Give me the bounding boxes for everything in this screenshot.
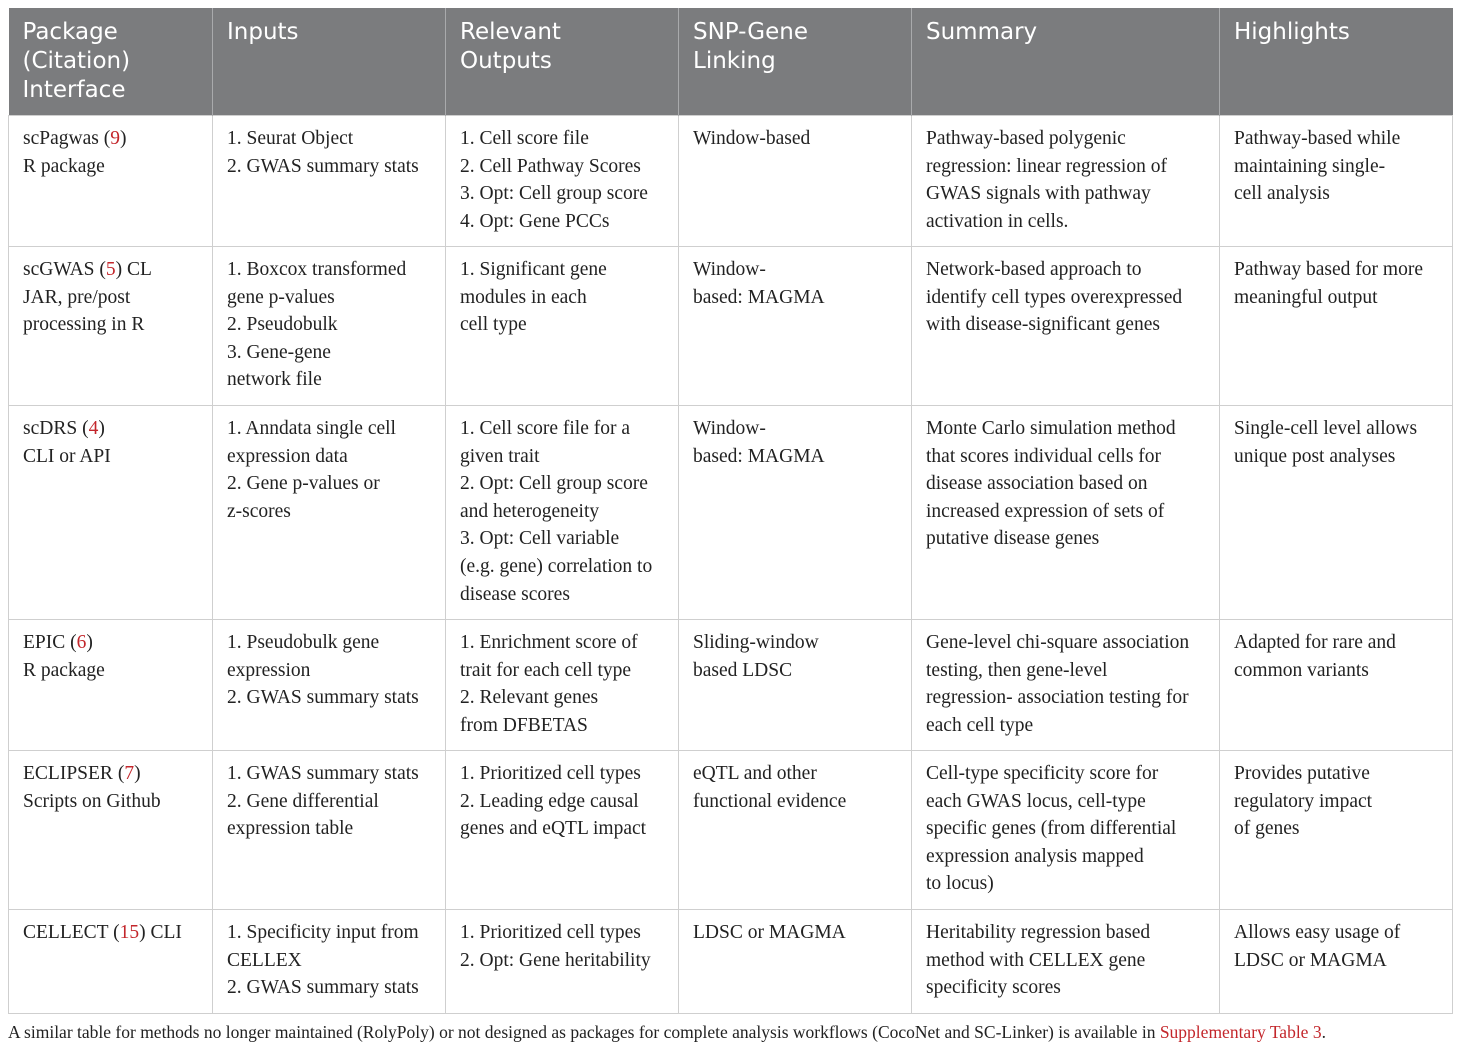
summary-cell: Monte Carlo simulation method that scores individual cells for disease association based on increased expression of sets of putative disease genes <box>912 406 1220 620</box>
citation-link[interactable]: 7 <box>124 763 135 784</box>
outputs-cell: 1. Cell score file 2. Cell Pathway Scores 3. Opt: Cell group score 4. Opt: Gene PCCs <box>446 116 679 247</box>
table-footnote: A similar table for methods no longer maintained (RolyPoly) or not designed as packages for complete analysis workflows (CocoNet and SC-Linker) is available in Supplementary Table 3. <box>8 1022 1326 1042</box>
package-cell: scGWAS (5) CL JAR, pre/post processing in R <box>9 247 213 406</box>
linking-cell: Window- based: MAGMA <box>679 406 912 620</box>
citation-link[interactable]: 4 <box>88 418 99 439</box>
outputs-cell: 1. Enrichment score of trait for each cell type 2. Relevant genes from DFBETAS <box>446 620 679 751</box>
summary-cell: Heritability regression based method with CELLEX gene specificity scores <box>912 910 1220 1014</box>
highlights-cell: Single-cell level allows unique post analyses <box>1220 406 1453 620</box>
citation-link[interactable]: 15 <box>119 922 140 943</box>
header-summary: Summary <box>912 8 1220 116</box>
citation-link[interactable]: 6 <box>76 632 87 653</box>
linking-cell: Sliding-window based LDSC <box>679 620 912 751</box>
highlights-cell: Provides putative regulatory impact of genes <box>1220 751 1453 910</box>
package-cell: scPagwas (9) R package <box>9 116 213 247</box>
header-linking: SNP-Gene Linking <box>679 8 912 116</box>
header-outputs: Relevant Outputs <box>446 8 679 116</box>
outputs-cell: 1. Prioritized cell types 2. Opt: Gene heritability <box>446 910 679 1014</box>
linking-cell: Window-based <box>679 116 912 247</box>
header-package: Package (Citation) Interface <box>9 8 213 116</box>
inputs-cell: 1. Seurat Object 2. GWAS summary stats <box>213 116 446 247</box>
highlights-cell: Pathway based for more meaningful output <box>1220 247 1453 406</box>
inputs-cell: 1. Boxcox transformed gene p-values 2. Pseudobulk 3. Gene-gene network file <box>213 247 446 406</box>
header-inputs: Inputs <box>213 8 446 116</box>
outputs-cell: 1. Prioritized cell types 2. Leading edge causal genes and eQTL impact <box>446 751 679 910</box>
header-row <box>9 8 1453 116</box>
linking-cell: eQTL and other functional evidence <box>679 751 912 910</box>
inputs-cell: 1. Specificity input from CELLEX 2. GWAS summary stats <box>213 910 446 1014</box>
package-cell: CELLECT (15) CLI <box>9 910 213 1014</box>
inputs-cell: 1. Anndata single cell expression data 2. Gene p-values or z-scores <box>213 406 446 620</box>
inputs-cell: 1. GWAS summary stats 2. Gene differential expression table <box>213 751 446 910</box>
header-highlights: Highlights <box>1220 8 1453 116</box>
table-row <box>9 751 1453 910</box>
citation-link[interactable]: 9 <box>110 128 120 149</box>
summary-cell: Network-based approach to identify cell types overexpressed with disease-significant genes <box>912 247 1220 406</box>
methods-table <box>8 8 1453 1014</box>
table-row <box>9 116 1453 247</box>
package-cell: EPIC (6) R package <box>9 620 213 751</box>
citation-link[interactable]: 5 <box>105 259 116 280</box>
supplementary-table-link[interactable]: Supplementary Table 3 <box>1159 1022 1322 1042</box>
table-row <box>9 620 1453 751</box>
table-row <box>9 247 1453 406</box>
table-row <box>9 406 1453 620</box>
highlights-cell: Pathway-based while maintaining single- cell analysis <box>1220 116 1453 247</box>
outputs-cell: 1. Cell score file for a given trait 2. Opt: Cell group score and heterogeneity 3. Opt: Cell variable (e.g. gene) correlation to disease scores <box>446 406 679 620</box>
package-cell: scDRS (4) CLI or API <box>9 406 213 620</box>
package-cell: ECLIPSER (7) Scripts on Github <box>9 751 213 910</box>
inputs-cell: 1. Pseudobulk gene expression 2. GWAS summary stats <box>213 620 446 751</box>
highlights-cell: Allows easy usage of LDSC or MAGMA <box>1220 910 1453 1014</box>
summary-cell: Gene-level chi-square association testing, then gene-level regression- association testing for each cell type <box>912 620 1220 751</box>
table-row <box>9 910 1453 1014</box>
highlights-cell: Adapted for rare and common variants <box>1220 620 1453 751</box>
summary-cell: Pathway-based polygenic regression: linear regression of GWAS signals with pathway activation in cells. <box>912 116 1220 247</box>
linking-cell: LDSC or MAGMA <box>679 910 912 1014</box>
outputs-cell: 1. Significant gene modules in each cell type <box>446 247 679 406</box>
linking-cell: Window- based: MAGMA <box>679 247 912 406</box>
summary-cell: Cell-type specificity score for each GWAS locus, cell-type specific genes (from differential expression analysis mapped to locus) <box>912 751 1220 910</box>
